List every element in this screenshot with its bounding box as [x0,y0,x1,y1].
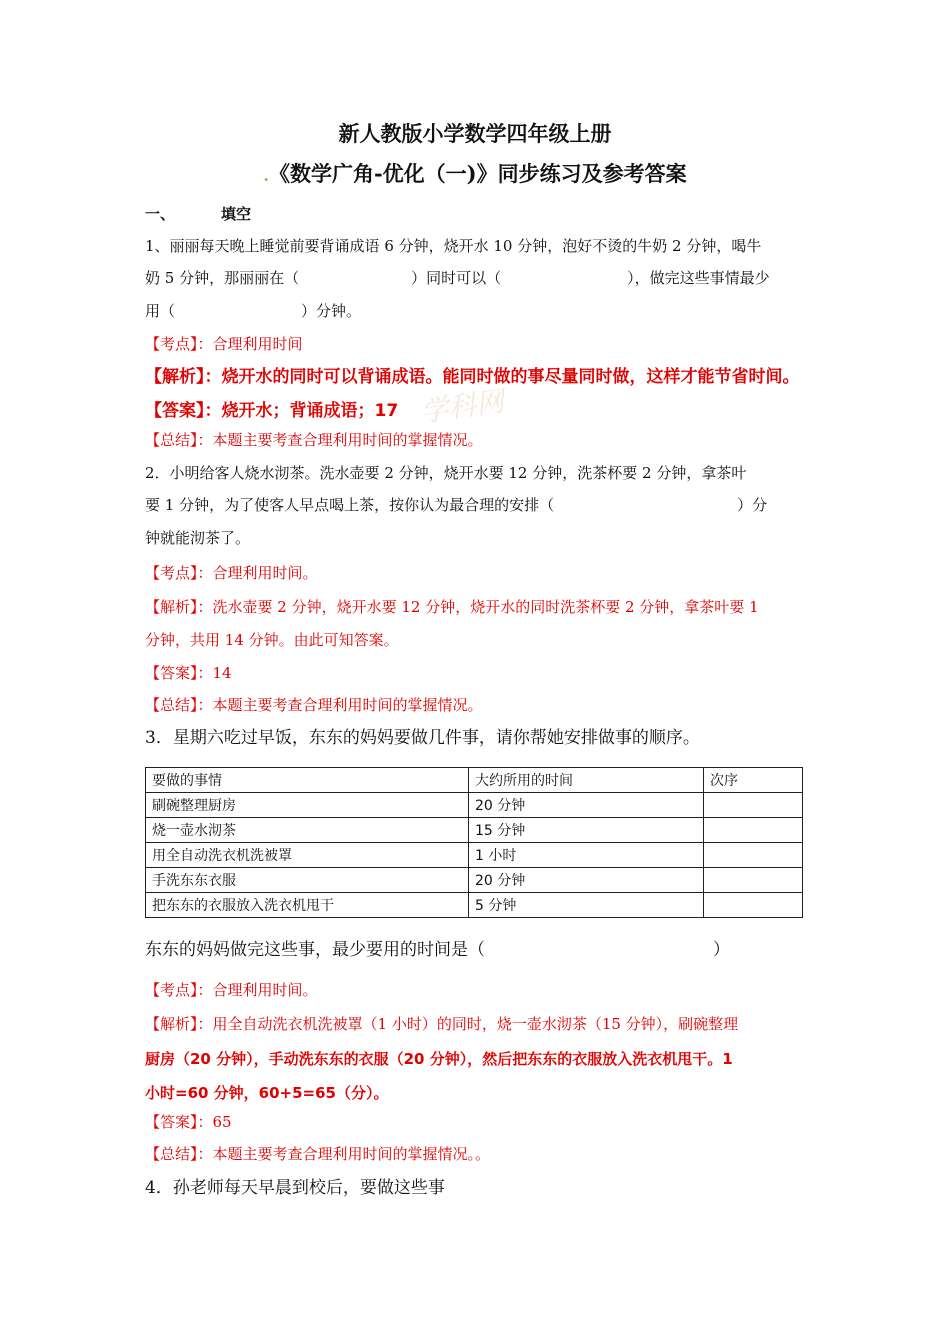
table-cell [704,868,803,893]
table-header-cell: 大约所用的时间 [469,768,704,793]
q1-daan: 【答案】：烧开水；背诵成语；17 [145,401,399,421]
q3-zongjie: 【总结】：本题主要考查合理利用时间的掌握情况。。 [145,1145,491,1163]
subtitle-dot: . [263,166,269,185]
section-heading [145,203,251,224]
q1-line1: 1、丽丽每天晚上睡觉前要背诵成语 6 分钟，烧开水 10 分钟，泡好不烫的牛奶 2 分钟，喝牛 [145,237,762,255]
q2-daan: 【答案】：14 [145,664,232,682]
chores-table [145,767,803,918]
table-header-cell: 次序 [704,768,803,793]
q3-jiexi-line1: 【解析】：用全自动洗衣机洗被罩（1 小时）的同时，烧一壶水沏茶（15 分钟），刷碗整理 [145,1015,739,1033]
table-header-row [146,768,803,793]
table-cell: 20 分钟 [469,793,704,818]
section-label: 填空 [221,205,252,223]
q3-line2: 东东的妈妈做完这些事，最少要用的时间是（ ） [145,940,730,960]
table-cell: 1 小时 [469,843,704,868]
q3-jiexi-line2: 厨房（20 分钟），手动洗东东的衣服（20 分钟），然后把东东的衣服放入洗衣机甩干。1 [145,1050,733,1068]
section-number: 一、 [145,205,176,223]
q3-daan: 【答案】：65 [145,1113,232,1131]
q2-jiexi-line1: 【解析】：洗水壶要 2 分钟，烧开水要 12 分钟，烧开水的同时洗茶杯要 2 分钟，拿茶叶要 1 [145,598,759,616]
watermark: 学科网 [418,384,507,429]
q4-line1: 4．孙老师每天早晨到校后，要做这些事 [145,1178,445,1198]
table-header-cell: 要做的事情 [146,768,469,793]
q2-line3: 钟就能沏茶了。 [145,529,251,547]
q2-kaodian: 【考点】：合理利用时间。 [145,564,318,582]
q3-kaodian: 【考点】：合理利用时间。 [145,981,318,999]
q1-line3: 用（ ）分钟。 [145,302,362,320]
table-row [146,893,803,918]
table-cell [704,818,803,843]
table-cell: 手洗东东衣服 [146,868,469,893]
table-cell: 把东东的衣服放入洗衣机甩干 [146,893,469,918]
q2-line2: 要 1 分钟，为了使客人早点喝上茶，按你认为最合理的安排（ ）分 [145,496,768,514]
q2-line1: 2．小明给客人烧水沏茶。洗水壶要 2 分钟，烧开水要 12 分钟，洗茶杯要 2 分钟，拿茶叶 [145,464,747,482]
q3-line1: 3．星期六吃过早饭，东东的妈妈要做几件事，请你帮她安排做事的顺序。 [145,728,700,748]
table-cell: 5 分钟 [469,893,704,918]
table-cell: 15 分钟 [469,818,704,843]
page-title: 新人教版小学数学四年级上册 [338,121,612,146]
table-cell [704,793,803,818]
q1-jiexi: 【解析】：烧开水的同时可以背诵成语。能同时做的事尽量同时做，这样才能节省时间。 [145,367,800,387]
table-cell [704,843,803,868]
q2-jiexi-line2: 分钟，共用 14 分钟。由此可知答案。 [145,631,399,649]
table-cell: 烧一壶水沏茶 [146,818,469,843]
table-cell: 刷碗整理厨房 [146,793,469,818]
q1-kaodian: 【考点】：合理利用时间 [145,335,303,353]
table-row [146,818,803,843]
q3-jiexi-line3: 小时=60 分钟，60+5=65（分）。 [145,1084,389,1102]
table-cell: 20 分钟 [469,868,704,893]
page-subtitle [0,158,950,188]
subtitle-text: 《数学广角-优化（一)》同步练习及参考答案 [268,161,687,186]
q2-zongjie: 【总结】：本题主要考查合理利用时间的掌握情况。 [145,696,483,714]
q1-line2: 奶 5 分钟，那丽丽在（ ）同时可以（ ），做完这些事情最少 [145,269,770,287]
table-row [146,868,803,893]
table-row [146,843,803,868]
table-row [146,793,803,818]
table-cell [704,893,803,918]
table-cell: 用全自动洗衣机洗被罩 [146,843,469,868]
q1-zongjie: 【总结】：本题主要考查合理利用时间的掌握情况。 [145,431,483,449]
